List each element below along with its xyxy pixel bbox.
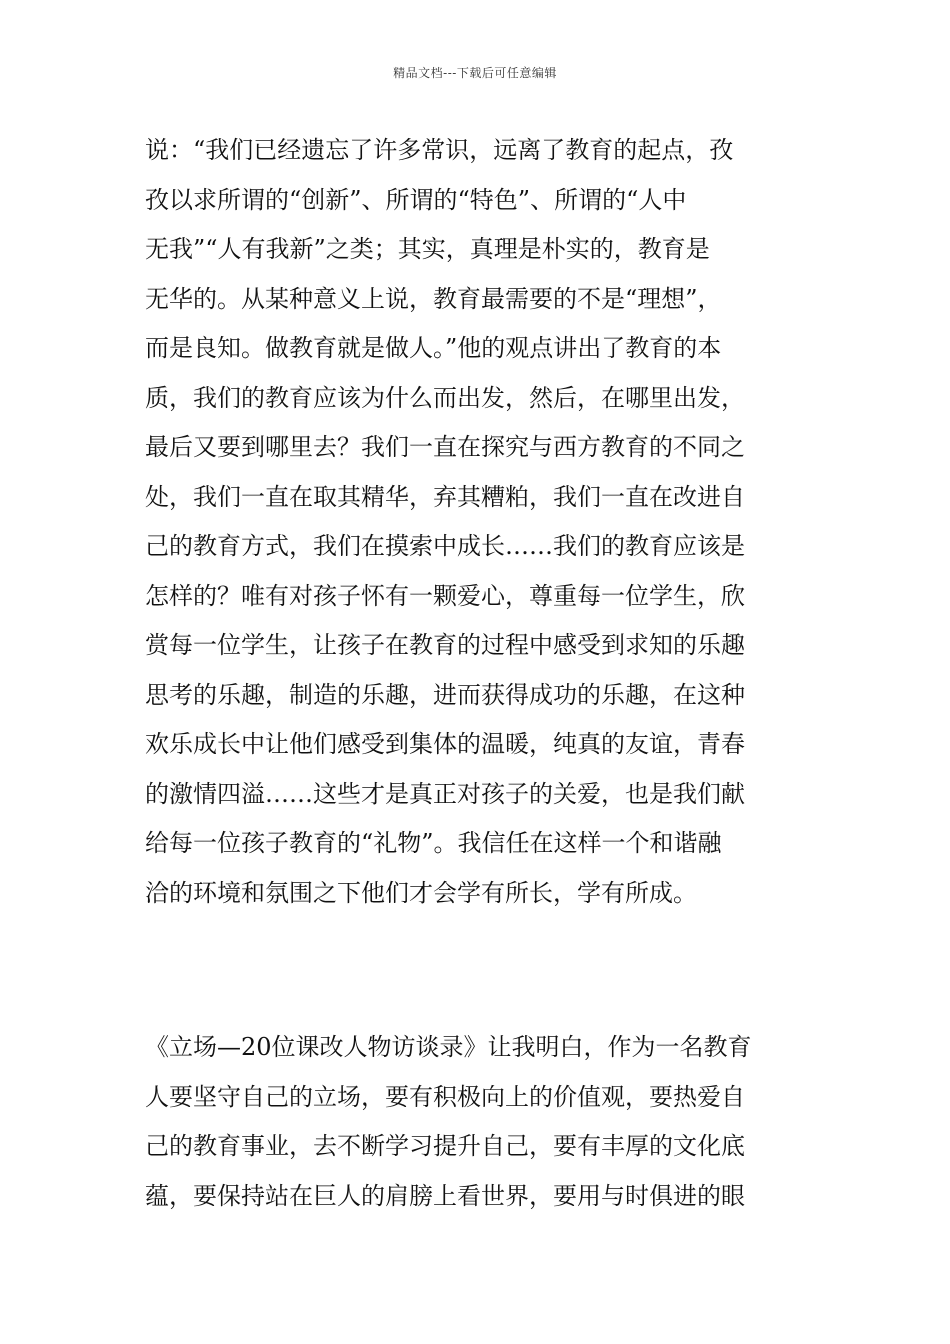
page-header: 精品文档---下载后可任意编辑 (393, 66, 557, 80)
text-line: 无我”“人有我新”之类；其实，真理是朴实的，教育是 (145, 235, 710, 263)
text-line: 人要坚守自己的立场，要有积极向上的价值观，要热爱自 (145, 1082, 745, 1111)
paragraph-2 (145, 1023, 807, 1221)
text-line: 说：“我们已经遗忘了许多常识，远离了教育的起点，孜 (145, 136, 734, 164)
text-line: 思考的乐趣，制造的乐趣，进而获得成功的乐趣，在这种 (145, 680, 745, 709)
text-line: 己的教育事业，去不断学习提升自己，要有丰厚的文化底 (145, 1132, 745, 1160)
text-line: 己的教育方式，我们在摸索中成长……我们的教育应该是 (145, 532, 745, 560)
text-line: 质，我们的教育应该为什么而出发，然后，在哪里出发， (145, 383, 745, 412)
text-line: 欢乐成长中让他们感受到集体的温暖，纯真的友谊，青春 (145, 730, 745, 758)
text-line: 孜以求所谓的“创新”、所谓的“特色”、所谓的“人中 (145, 185, 687, 214)
paragraph-1 (145, 126, 807, 918)
text-line: 洽的环境和氛围之下他们才会学有所长，学有所成。 (145, 878, 697, 907)
text-line: 《立场—20位课改人物访谈录》让我明白，作为一名教育 (145, 1033, 752, 1061)
text-line: 蕴，要保持站在巨人的肩膀上看世界，要用与时俱进的眼 (145, 1181, 745, 1210)
text-line: 最后又要到哪里去？我们一直在探究与西方教育的不同之 (145, 433, 745, 461)
text-line: 处，我们一直在取其精华，弃其糟粕，我们一直在改进自 (145, 482, 745, 511)
text-line: 的激情四溢……这些才是真正对孩子的关爱，也是我们献 (145, 779, 745, 808)
text-line: 而是良知。做教育就是做人。”他的观点讲出了教育的本 (145, 334, 722, 362)
text-line: 怎样的？唯有对孩子怀有一颗爱心，尊重每一位学生，欣 (145, 581, 745, 610)
text-line: 赏每一位学生，让孩子在教育的过程中感受到求知的乐趣 (145, 631, 745, 659)
text-line: 无华的。从某种意义上说，教育最需要的不是“理想”， (145, 284, 722, 313)
text-line: 给每一位孩子教育的“礼物”。我信任在这样一个和谐融 (145, 829, 722, 857)
